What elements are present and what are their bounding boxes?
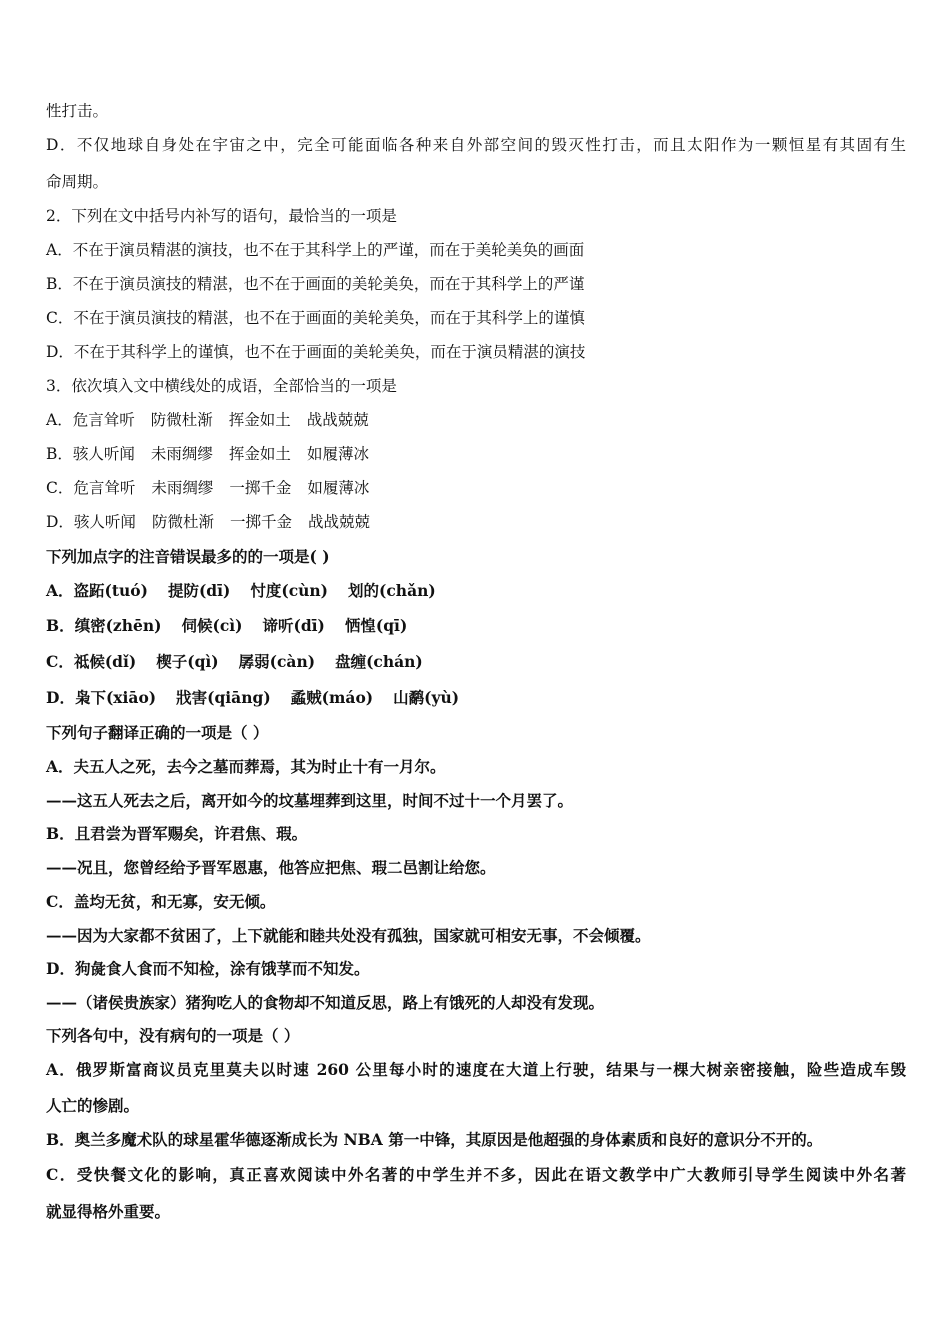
idiom: 战战兢兢: [306, 411, 369, 429]
pinyin-item: 蟊贼(máo): [290, 688, 374, 707]
question-5-translation-a: ——这五人死去之后，离开如今的坟墓埋葬到这里，时间不过十一个月罢了。: [46, 791, 574, 810]
idiom: 如履薄冰: [306, 445, 369, 463]
pinyin-item: 划的(chǎn): [348, 581, 436, 600]
pinyin-item: 戕害(qiāng): [176, 688, 271, 707]
pinyin-item: 楔子(qì): [156, 652, 219, 671]
question-3-option-c: [46, 477, 906, 499]
question-4-option-d: [46, 687, 906, 709]
pinyin-item: 伺候(cì): [181, 616, 243, 635]
question-4-option-b: [46, 615, 906, 637]
idiom: A．危言耸听: [46, 411, 135, 429]
pinyin-item: 谛听(dī): [262, 616, 325, 635]
idiom: 挥金如土: [228, 445, 291, 463]
question-5-option-c: C．盖均无贫，和无寡，安无倾。: [46, 892, 276, 911]
idiom: C．危言耸听: [46, 479, 136, 497]
question-6-stem: 下列各句中，没有病句的一项是（ ）: [46, 1026, 300, 1045]
question-6-option-c-line1: C．受快餐文化的影响，真正喜欢阅读中外名著的中学生并不多，因此在语文教学中广大教师引导学生阅读中外名著: [46, 1165, 906, 1184]
idiom: 如履薄冰: [307, 479, 370, 497]
question-2-option-b: B．不在于演员演技的精湛，也不在于画面的美轮美奂，而在于其科学上的严谨: [46, 275, 585, 293]
pinyin-item: 忖度(cùn): [250, 581, 329, 600]
idiom: 防微杜渐: [150, 411, 213, 429]
idiom: B．骇人听闻: [46, 445, 135, 463]
question-6-option-b: B．奥兰多魔术队的球星霍华德逐渐成长为 NBA 第一中锋，其原因是他超强的身体素质和良好的意识分不开的。: [46, 1130, 823, 1149]
question-6-option-a-line2: 人亡的惨剧。: [46, 1096, 140, 1115]
question-2-stem: 2．下列在文中括号内补写的语句，最恰当的一项是: [46, 207, 397, 225]
question-5-translation-d: ——（诸侯贵族家）猪狗吃人的食物却不知道反思，路上有饿死的人却没有发现。: [46, 993, 605, 1012]
question-6-option-a-line1: A．俄罗斯富商议员克里莫夫以时速 260 公里每小时的速度在大道上行驶，结果与一棵大树亲密接触，险些造成车毁: [46, 1060, 906, 1079]
question-5-option-a: A．夫五人之死，去今之墓而葬焉，其为时止十有一月尔。: [46, 757, 446, 776]
question-2-option-d: D．不在于其科学上的谨慎，也不在于画面的美轮美奂，而在于演员精湛的演技: [46, 343, 586, 361]
question-2-option-a: A．不在于演员精湛的演技，也不在于其科学上的严谨，而在于美轮美奂的画面: [46, 241, 585, 259]
pinyin-item: 孱弱(càn): [238, 652, 316, 671]
question-3-option-a: [46, 409, 906, 431]
question-2-option-c: C．不在于演员演技的精湛，也不在于画面的美轮美奂，而在于其科学上的谨慎: [46, 309, 585, 327]
question-5-translation-b: ——况且，您曾经给予晋军恩惠，他答应把焦、瑕二邑割让给您。: [46, 858, 496, 877]
idiom: 挥金如土: [228, 411, 291, 429]
idiom: 一掷千金: [229, 479, 292, 497]
question-5-translation-c: ——因为大家都不贫困了，上下就能和睦共处没有孤独，国家就可相安无事，不会倾覆。: [46, 926, 651, 945]
idiom: 战战兢兢: [307, 513, 370, 531]
question-3-option-d: [46, 511, 906, 533]
idiom: 未雨绸缪: [150, 445, 213, 463]
idiom: 未雨绸缪: [151, 479, 214, 497]
text-line: 性打击。: [46, 102, 109, 120]
question-4-stem: 下列加点字的注音错误最多的的一项是( ): [46, 547, 330, 566]
question-5-option-d: D．狗彘食人食而不知检，涂有饿莩而不知发。: [46, 959, 370, 978]
question-6-option-c-line2: 就显得格外重要。: [46, 1202, 171, 1221]
pinyin-item: 恓惶(qī): [344, 616, 408, 635]
pinyin-item: C．祗候(dǐ): [46, 652, 137, 671]
question-5-stem: 下列句子翻译正确的一项是（ ）: [46, 723, 269, 742]
idiom: 一掷千金: [229, 513, 292, 531]
question-5-option-b: B．且君尝为晋军赐矣，许君焦、瑕。: [46, 824, 308, 843]
question-4-option-a: [46, 580, 906, 602]
question-4-option-c: [46, 651, 906, 673]
option-d-line2: 命周期。: [46, 173, 109, 191]
pinyin-item: 盘缠(chán): [335, 652, 423, 671]
question-3-option-b: [46, 443, 906, 465]
pinyin-item: 山鹬(yù): [393, 688, 460, 707]
pinyin-item: B．缜密(zhēn): [46, 616, 162, 635]
option-d-line1: D．不仅地球自身处在宇宙之中，完全可能面临各种来自外部空间的毁灭性打击，而且太阳作为一颗恒星有其固有生: [46, 136, 906, 154]
question-3-stem: 3．依次填入文中横线处的成语，全部恰当的一项是: [46, 377, 397, 395]
idiom: D．骇人听闻: [46, 513, 136, 531]
pinyin-item: 提防(dī): [167, 581, 231, 600]
idiom: 防微杜渐: [151, 513, 214, 531]
pinyin-item: D．枭下(xiāo): [46, 688, 157, 707]
pinyin-item: A．盗跖(tuó): [46, 581, 148, 600]
